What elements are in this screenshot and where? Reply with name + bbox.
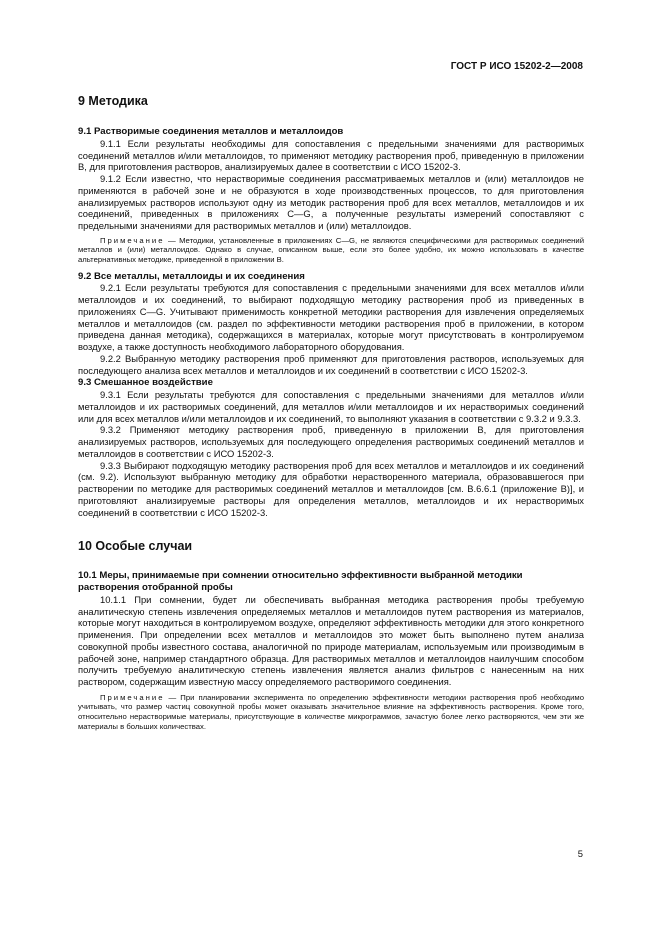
document-body (78, 92, 584, 731)
paragraph-9-3-1: 9.3.1 Если результаты требуются для сопоставления с предельными значениями для металлов и/или металлоидов и их растворимых соединений, для металлов и/или металлоидов и их нерастворимых соединений или для всех металлов и/или металлоидов и их соединений, то выполняют указания в соответствии с 9.3.2 и 9.3.3. (78, 389, 584, 424)
paragraph-9-2-1: 9.2.1 Если результаты требуются для сопоставления с предельными значениями для всех металлов и/или металлоидов и их соединений, то выбирают подходящую методику растворения проб из приведенных в приложениях С—G. Учитывают применимость конкретной методики растворения для извлечения определяемых металлов и металлоидов (см. раздел по эффективности методики растворения проб в приложении, в котором приведена данная методика), содержащихся в материалах, которые могут присутствовать в контролируемом воздухе, а также доступность необходимого лабораторного оборудования. (78, 282, 584, 353)
paragraph-10-1-1: 10.1.1 При сомнении, будет ли обеспечивать выбранная методика растворения пробы требуемую аналитическую степень извлечения определяемых металлов и металлоидов путем растворения из материалов, которые могут находиться в контролируемом воздухе, определяют эффективность методики для этого конкретного применения. При определении всех металлов и металлоидов это может быть выполнено путем анализа совокупной пробы известного состава, аналогичной по природе материалам, используемым или производимым в рабочей зоне, например стандартного образца. Для растворимых металлов и металлоидов наилучшим способом получить требуемую аналитическую степень извлечения является анализ фильтров с нанесенным на них раствором, содержащим известную массу определяемого растворимого соединения. (78, 593, 584, 688)
standard-header: ГОСТ Р ИСО 15202-2—2008 (450, 61, 583, 72)
note-9-1 (78, 236, 584, 265)
paragraph-9-2-2: 9.2.2 Выбранную методику растворения проб применяют для приготовления растворов, используемых для последующего анализа всех металлов и металлоидов и их соединений в соответствии с ИСО 15202-3. (78, 352, 584, 376)
paragraph-9-3-2: 9.3.2 Применяют методику растворения проб, приведенную в приложении В, для приготовления анализируемых растворов, используемых для последующего определения растворимых соединений металлов и металлоидов в соответствии с ИСО 15202-3. (78, 424, 584, 459)
note-label: Примечание (100, 235, 165, 245)
paragraph-9-1-2: 9.1.2 Если известно, что нерастворимые соединения рассматриваемых металлов и (или) металлоидов не применяются в рабочей зоне и не образуются в ходе производственных процессов, то для приготовления анализируемых растворов используют одну из методик растворения проб для всех металлов, металлоидов и их соединений, приведенных в приложениях С—G, а полученные результаты измерений сопоставляют с предельными значениями для растворимых металлов и (или) металлоидов. (78, 173, 584, 231)
subsection-9-3-heading: 9.3 Смешанное воздействие (78, 377, 213, 389)
subsection-9-2-heading: 9.2 Все металлы, металлоиды и их соединения (78, 270, 305, 282)
page-number: 5 (577, 848, 583, 859)
note-text: — Методики, установленные в приложениях С—G, не являются специфическими для растворимых соединений металлов и (или) металлоидов. Однако в случае, описанном выше, если это более удобно, их можно использовать в качестве альтернативных методике, приведенной в приложении В. (78, 235, 584, 264)
paragraph-9-1-1: 9.1.1 Если результаты необходимы для сопоставления с предельными значениями для растворимых соединений металлов и/или металлоидов, то применяют методику растворения проб, приведенную в приложении В, для приготовления растворов, анализируемых далее в соответствии с ИСО 15202-3. (78, 137, 584, 173)
paragraph-9-3-3: 9.3.3 Выбирают подходящую методику растворения проб для всех металлов и металлоидов и их соединений (см. 9.2). Используют выбранную методику для обработки нерастворенного материала, образовавшегося при растворении по методике для растворимых соединений металлов и металлоидов [см. В.6.6.1 (приложение В)], и приготовляют анализируемые растворы для определения металлов, металлоидов и их нерастворимых соединений в соответствии с ИСО 15202-3. (78, 459, 584, 518)
note-label: Примечание (100, 692, 165, 702)
note-10-1 (78, 693, 584, 731)
subsection-10-1-heading: 10.1 Меры, принимаемые при сомнении относительно эффективности выбранной методики растворения отобранной пробы (78, 570, 523, 594)
section-9-heading: 9 Методика (78, 94, 148, 108)
note-text: — При планировании эксперимента по определению эффективности методики растворения проб необходимо учитывать, что размер частиц совокупной пробы может оказывать значительное влияние на эффективность растворения. Кроме того, относительно нерастворимые материалы, присутствующие в количестве микрограммов, зачастую более легко растворяются, чем эти же материалы в больших количествах. (78, 692, 584, 731)
subsection-9-1-heading: 9.1 Растворимые соединения металлов и металлоидов (78, 126, 344, 137)
section-10-heading: 10 Особые случаи (78, 539, 193, 554)
